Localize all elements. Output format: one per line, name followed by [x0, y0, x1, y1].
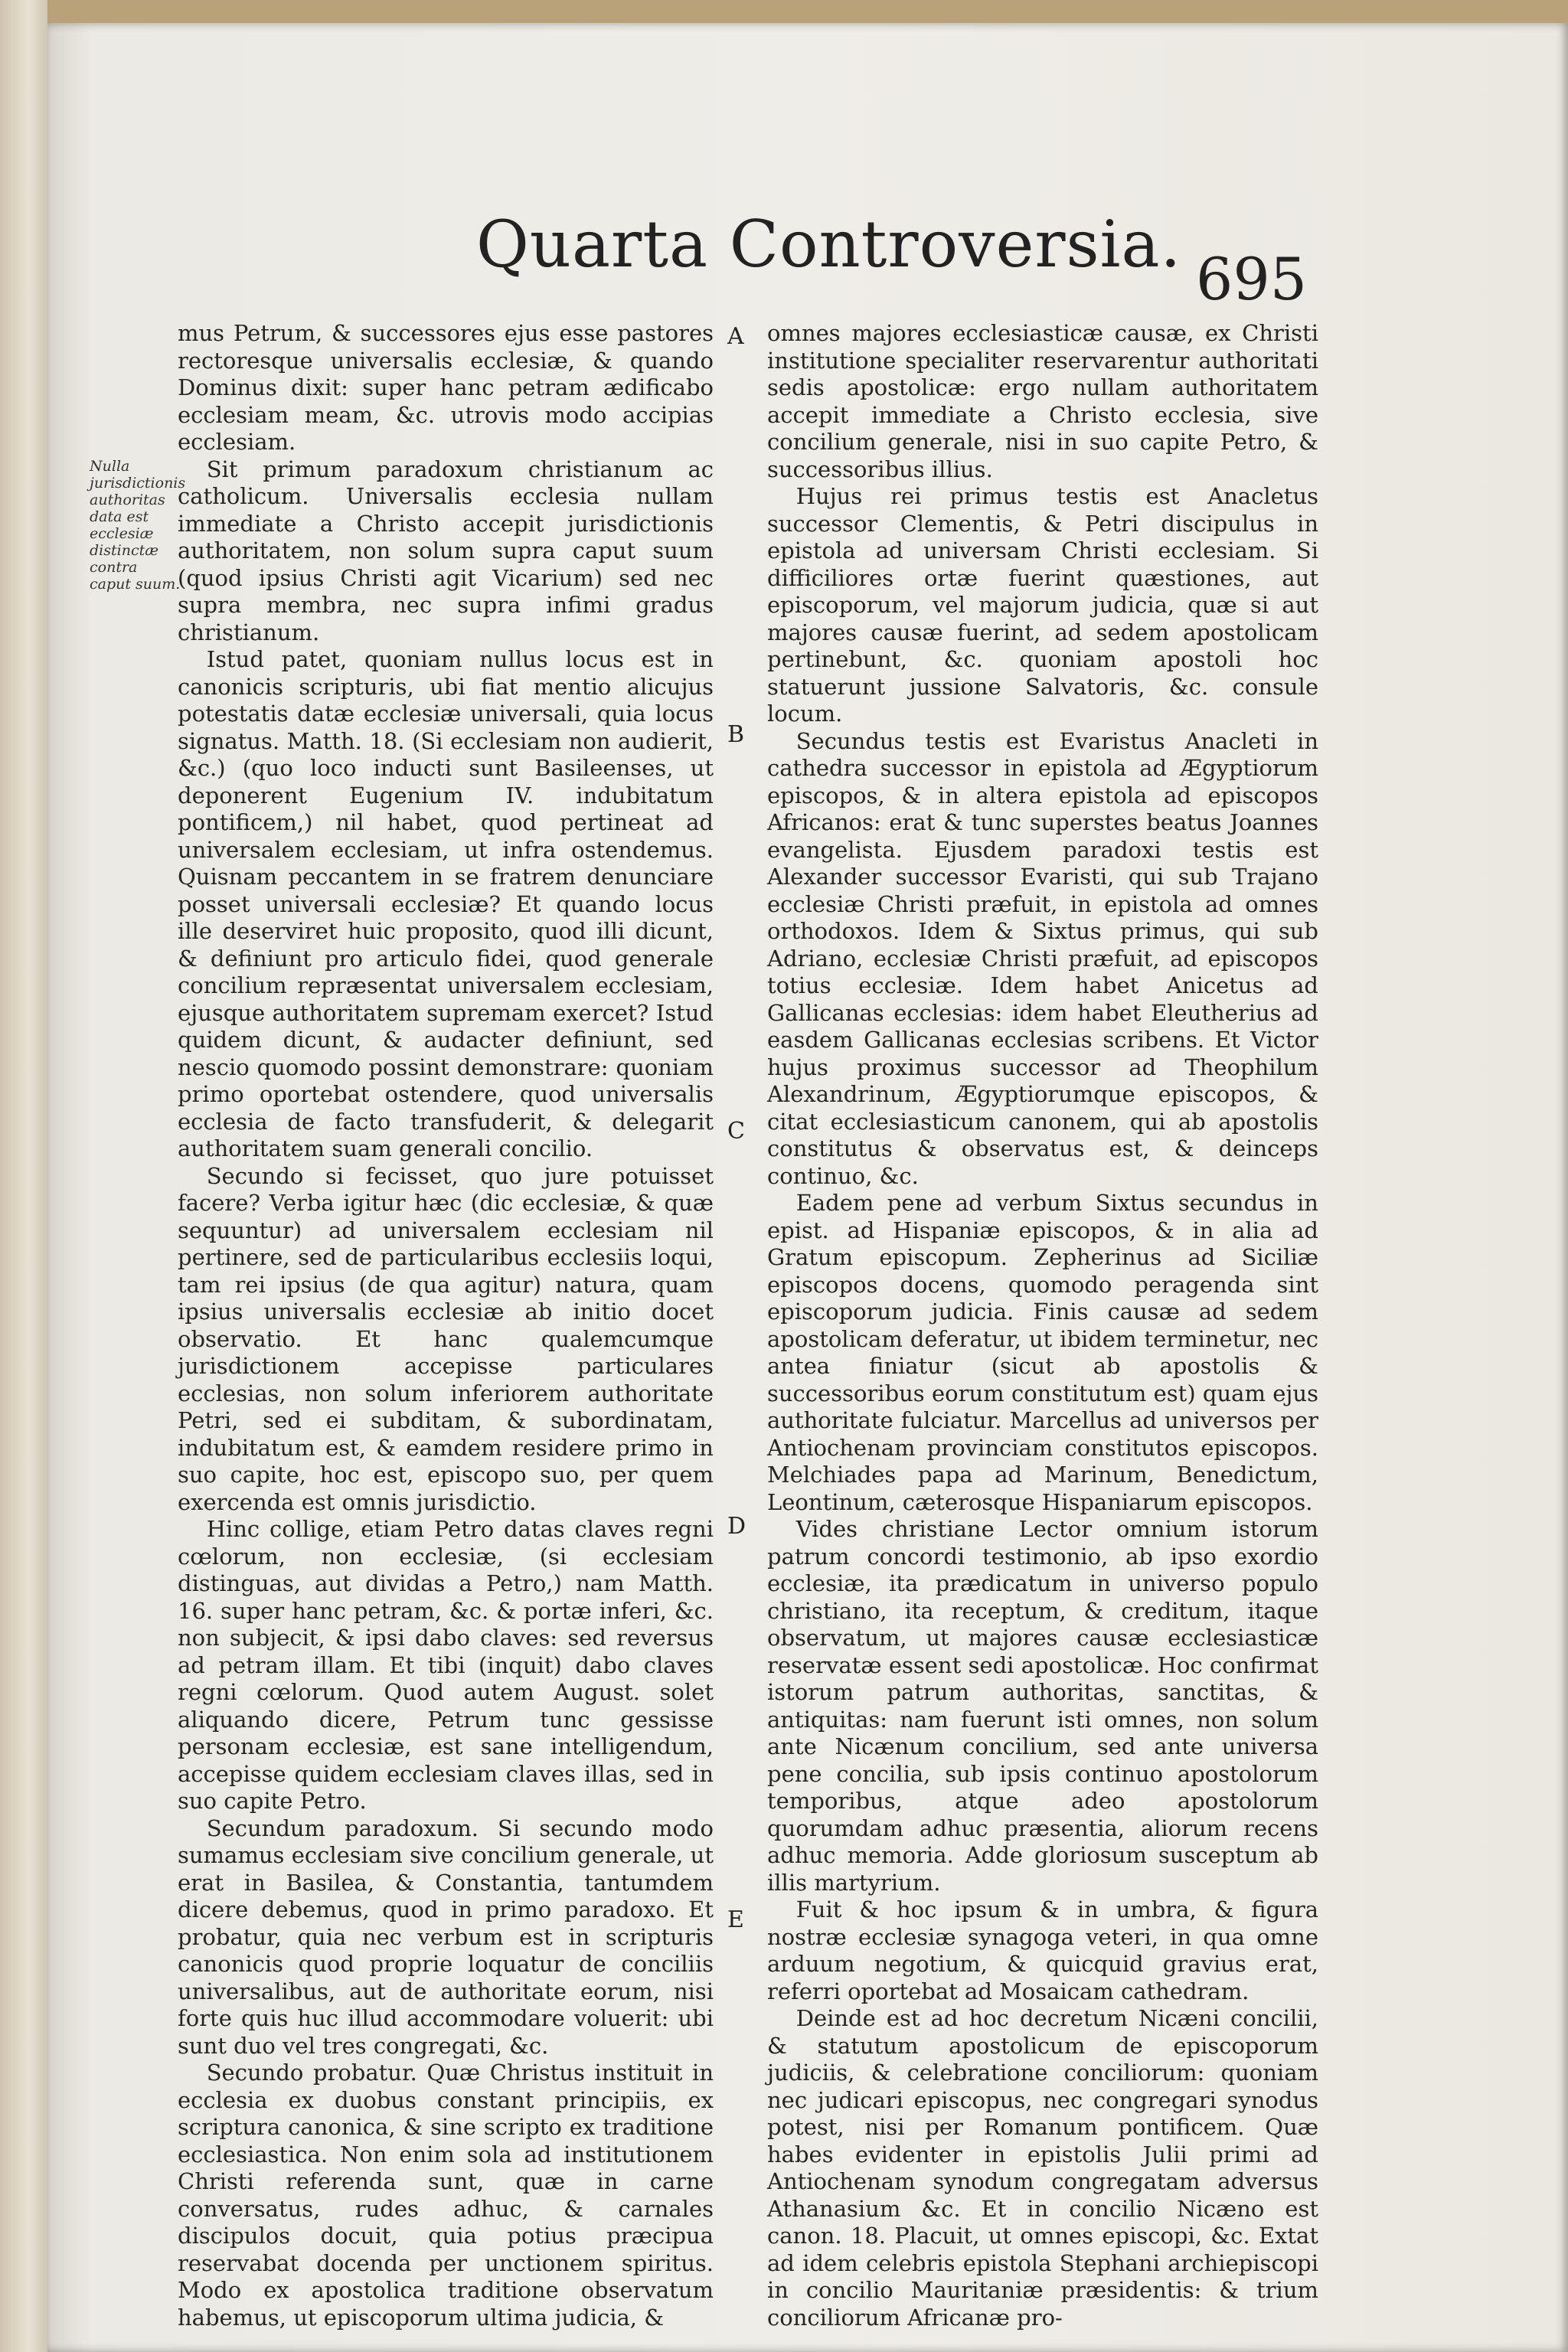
paragraph: Hujus rei primus testis est Anacletus successor Clementis, & Petri discipulus in epistola ad universam Christi ecclesiam. Si difficiliores ortæ fuerint quæstiones, aut episcoporum, vel majorum judicia, quæ si aut majores causæ fuerint, ad sedem apostolicam pertinebunt, &c. quoniam apostoli hoc statuerunt jussione Salvatoris, &c. consule locum. [767, 483, 1318, 727]
paragraph: Secundo probatur. Quæ Christus instituit in ecclesia ex duobus constant principiis, ex scriptura canonica, & sine scripto ex traditione ecclesiastica. Non enim sola ad institutionem Christi referenda sunt, quæ in carne conversatus, rudes adhuc, & carnales discipulos docuit, quia potius præcipua reservabat docenda per unctionem spiritus. Modo ex apostolica traditione observatum habemus, ut episcoporum ultima judicia, & [178, 2060, 714, 2331]
section-letter-d: D [727, 1513, 746, 1540]
paragraph: Fuit & hoc ipsum & in umbra, & figura nostræ ecclesiæ synagoga veteri, in qua omne arduum negotium, & quicquid gravius erat, referri oportebat ad Mosaicam cathedram. [767, 1896, 1318, 2004]
section-letter-c: C [727, 1118, 745, 1145]
paragraph: Hinc collige, etiam Petro datas claves regni cœlorum, non ecclesiæ, (si ecclesiam distinguas, aut dividas a Petro,) nam Matth. 16. super hanc petram, &c. & portæ inferi, &c. non subjecit, & ipsi dabo claves: sed reversus ad petram illam. Et tibi (inquit) dabo claves regni cœlorum. Quod autem August. solet aliquando dicere, Petrum tunc gessisse personam ecclesiæ, est sane intelligendum, accepisse quidem ecclesiam claves illas, sed in suo capite Petro. [178, 1516, 714, 1814]
paragraph: Secundus testis est Evaristus Anacleti in cathedra successor in epistola ad Ægyptiorum episcopos, & in altera epistola ad episcopos Africanos: erat & tunc superstes beatus Joannes evangelista. Ejusdem paradoxi testis est Alexander successor Evaristi, qui sub Trajano ecclesiæ Christi præfuit, in epistola ad omnes orthodoxos. Idem & Sixtus primus, qui sub Adriano, ecclesiæ Christi præfuit, ad episcopos totius ecclesiæ. Idem habet Anicetus ad Gallicanas ecclesias: idem habet Eleutherius ad easdem Gallicanas ecclesias scribens. Et Victor hujus proximus successor ad Theophilum Alexandrinum, Ægyptiorumque episcopos, & citat ecclesiasticum canonem, qui ab apostolis constitutus & observatus est, & deinceps continuo, &c. [767, 727, 1318, 1189]
paragraph: omnes majores ecclesiasticæ causæ, ex Christi institutione specialiter reservarentur authoritati sedis apostolicæ: ergo nullam authoritatem accepit immediate a Christo ecclesia, sive concilium generale, nisi in suo capite Petro, & successoribus illius. [767, 320, 1318, 482]
paragraph: Eadem pene ad verbum Sixtus secundus in epist. ad Hispaniæ episcopos, & in alia ad Gratum episcopum. Zepherinus ad Siciliæ episcopos docens, quomodo peragenda sint episcoporum judicia. Finis causæ ad sedem apostolicam deferatur, ut ibidem terminetur, nec antea finiatur (sicut ab apostolis & successoribus eorum constitutum est) quam ejus authoritate fulciatur. Marcellus ad universos per Antiochenam provinciam constitutos episcopos. Melchiades papa ad Marinum, Benedictum, Leontinum, cæterosque Hispaniarum episcopos. [767, 1190, 1318, 1515]
paragraph: mus Petrum, & successores ejus esse pastores rectoresque universalis ecclesiæ, & quando Dominus dixit: super hanc petram ædificabo ecclesiam meam, &c. utrovis modo accipias ecclesiam. [178, 320, 714, 455]
section-letter-e: E [727, 1906, 744, 1933]
right-column [767, 320, 1318, 2331]
paragraph: Deinde est ad hoc decretum Nicæni concilii, & statutum apostolicum de episcoporum judiciis, & celebratione conciliorum: quoniam nec judicari episcopus, nec congregari synodus potest, nisi per Romanum pontificem. Quæ habes evidenter in epistolis Julii primi ad Antiochenam synodum congregatam adversus Athanasium &c. Et in concilio Nicæno est canon. 18. Placuit, ut omnes episcopi, &c. Extat ad idem celebris epistola Stephani archiepiscopi in concilio Mauritaniæ præsidentis: & trium conciliorum Africanæ pro- [767, 2005, 1318, 2331]
paragraph: Secundo si fecisset, quo jure potuisset facere? Verba igitur hæc (dic ecclesiæ, & quæ sequuntur) ad universalem ecclesiam nil pertinere, sed de particularibus ecclesiis loqui, tam rei ipsius (de qua agitur) natura, quam ipsius universalis ecclesiæ ab initio docet observatio. Et hanc qualemcumque jurisdictionem accepisse particulares ecclesias, non solum inferiorem authoritate Petri, sed ei subditam, & subordinatam, indubitatum est, & eamdem residere primo in suo capite, hoc est, episcopo suo, per quem exercenda est omnis jurisdictio. [178, 1162, 714, 1515]
left-column [178, 320, 714, 2331]
book-page [47, 23, 1568, 2352]
paragraph: Secundum paradoxum. Si secundo modo sumamus ecclesiam sive concilium generale, ut erat in Basilea, & Constantia, tantumdem dicere debemus, quod in primo paradoxo. Et probatur, quia nec verbum est in scripturis canonicis quod proprie loquatur de conciliis universalibus, aut de authoritate eorum, nisi forte quis huc illud accommodare voluerit: ubi sunt duo vel tres congregati, &c. [178, 1815, 714, 2059]
paragraph: Istud patet, quoniam nullus locus est in canonicis scripturis, ubi fiat mentio alicujus potestatis datæ ecclesiæ universali, quia locus signatus. Matth. 18. (Si ecclesiam non audierit, &c.) (quo loco inducti sunt Basileenses, ut deponerent Eugenium IV. indubitatum pontificem,) nil habet, quod pertineat ad universalem ecclesiam, ut infra ostendemus. Quisnam peccantem in se fratrem denunciare posset universali ecclesiæ? Et quando locus ille deserviret huic proposito, quod illi dicunt, & definiunt pro articulo fidei, quod generale concilium repræsentat universalem ecclesiam, ejusque authoritatem supremam exercet? Istud quidem dicunt, & audacter definiunt, sed nescio quomodo possint demonstrare: quoniam primo oportebat ostendere, quod universalis ecclesia de facto transfuderit, & delegarit authoritatem suam generali concilio. [178, 646, 714, 1161]
section-letter-b: B [727, 721, 745, 748]
paragraph: Sit primum paradoxum christianum ac catholicum. Universalis ecclesia nullam immediate a Christo accepit jurisdictionis authoritatem, non solum supra caput suum (quod ipsius Christi agit Vicarium) sed nec supra membra, nec supra infimi gradus christianum. [178, 456, 714, 645]
page-number: 695 [1196, 245, 1308, 313]
previous-page-edge [0, 0, 47, 2352]
section-letter-a: A [727, 323, 744, 350]
running-title: Quarta Controversia. [476, 207, 1182, 282]
marginal-note: Nulla jurisdictionis authoritas data est ecclesiæ distinctæ contra caput suum. [90, 458, 186, 593]
paragraph: Vides christiane Lector omnium istorum patrum concordi testimonio, ab ipso exordio ecclesiæ, ita prædicatum in universo populo christiano, ita receptum, & creditum, itaque observatum, ut majores causæ ecclesiasticæ reservatæ essent sedi apostolicæ. Hoc confirmat istorum patrum authoritas, sanctitas, & antiquitas: nam fuerunt isti omnes, non solum ante Nicænum concilium, sed ante universa pene concilia, sub ipsis continuo apostolorum temporibus, atque adeo apostolorum quorumdam adhuc præsentia, aliorum recens adhuc memoria. Adde gloriosum susceptum ab illis martyrium. [767, 1516, 1318, 1896]
